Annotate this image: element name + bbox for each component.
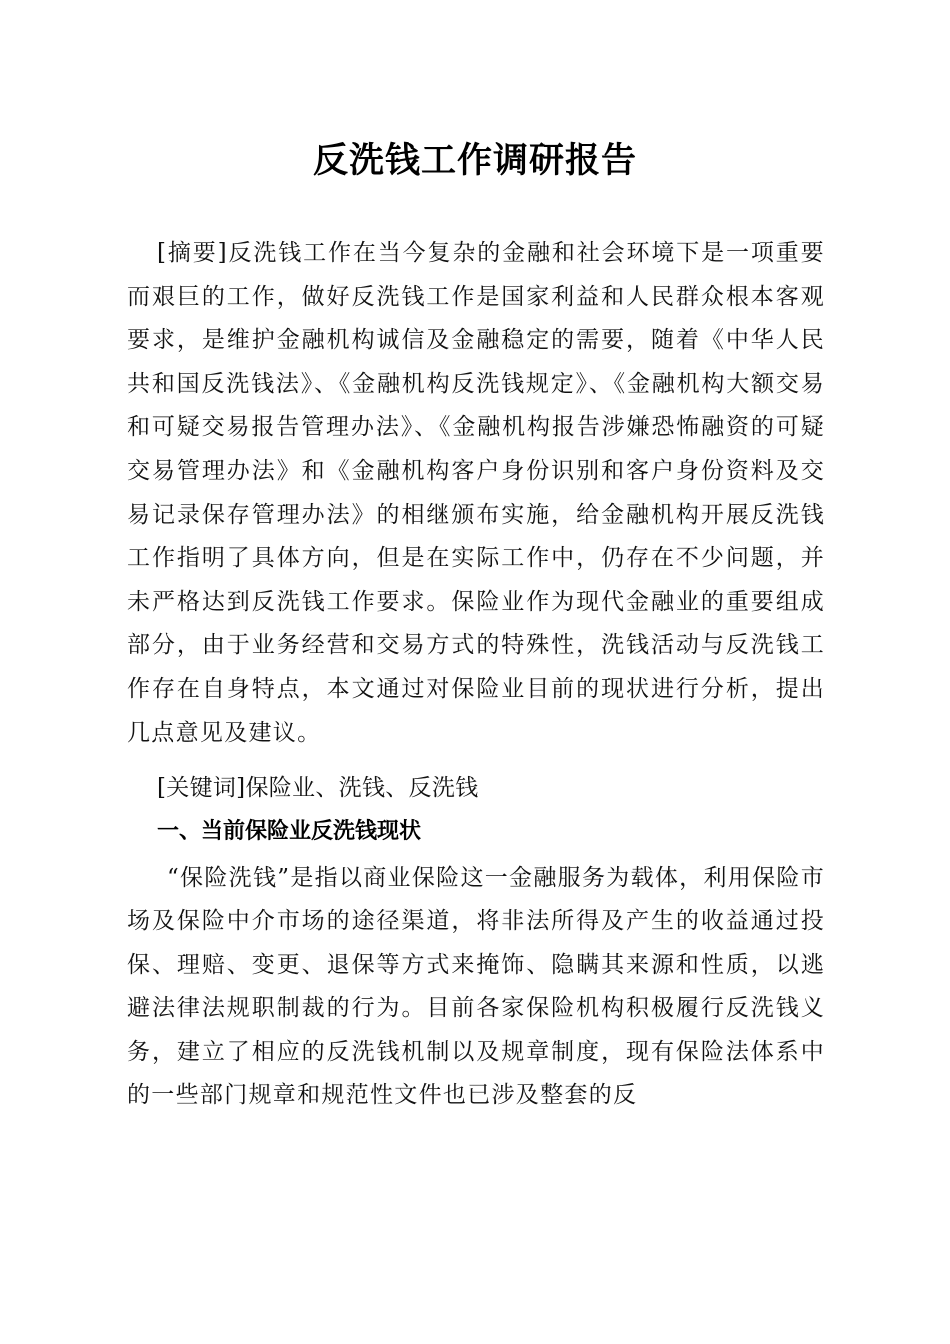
section-body [127, 857, 825, 1117]
section-paragraph: “保险洗钱”是指以商业保险这一金融服务为载体，利用保险市场及保险中介市场的途径渠道，将非法所得及产生的收益通过投保、理赔、变更、退保等方式来掩饰、隐瞒其来源和性质，以逃避法律法规职制裁的行为。目前各家保险机构积极履行反洗钱义务，建立了相应的反洗钱机制以及规章制度，现有保险法体系中的一些部门规章和规范性文件也已涉及整套的反 [127, 865, 825, 1109]
keywords-paragraph: [关键词]保险业、洗钱、反洗钱 [157, 775, 479, 801]
abstract-section [127, 232, 825, 755]
abstract-paragraph: [摘要]反洗钱工作在当今复杂的金融和社会环境下是一项重要而艰巨的工作，做好反洗钱工作是国家利益和人民群众根本客观要求，是维护金融机构诚信及金融稳定的需要，随着《中华人民共和国反洗钱法》、《金融机构反洗钱规定》、《金融机构大额交易和可疑交易报告管理办法》、《金融机构报告涉嫌恐怖融资的可疑交易管理办法》和《金融机构客户身份识别和客户身份资料及交易记录保存管理办法》的相继颁布实施，给金融机构开展反洗钱工作指明了具体方向，但是在实际工作中，仍存在不少问题，并未严格达到反洗钱工作要求。保险业作为现代金融业的重要组成部分，由于业务经营和交易方式的特殊性，洗钱活动与反洗钱工作存在自身特点，本文通过对保险业目前的现状进行分析，提出几点意见及建议。 [127, 240, 825, 746]
section-heading: 一、当前保险业反洗钱现状 [157, 819, 422, 844]
keywords-section [127, 768, 825, 808]
document-title: 反洗钱工作调研报告 [312, 140, 637, 181]
